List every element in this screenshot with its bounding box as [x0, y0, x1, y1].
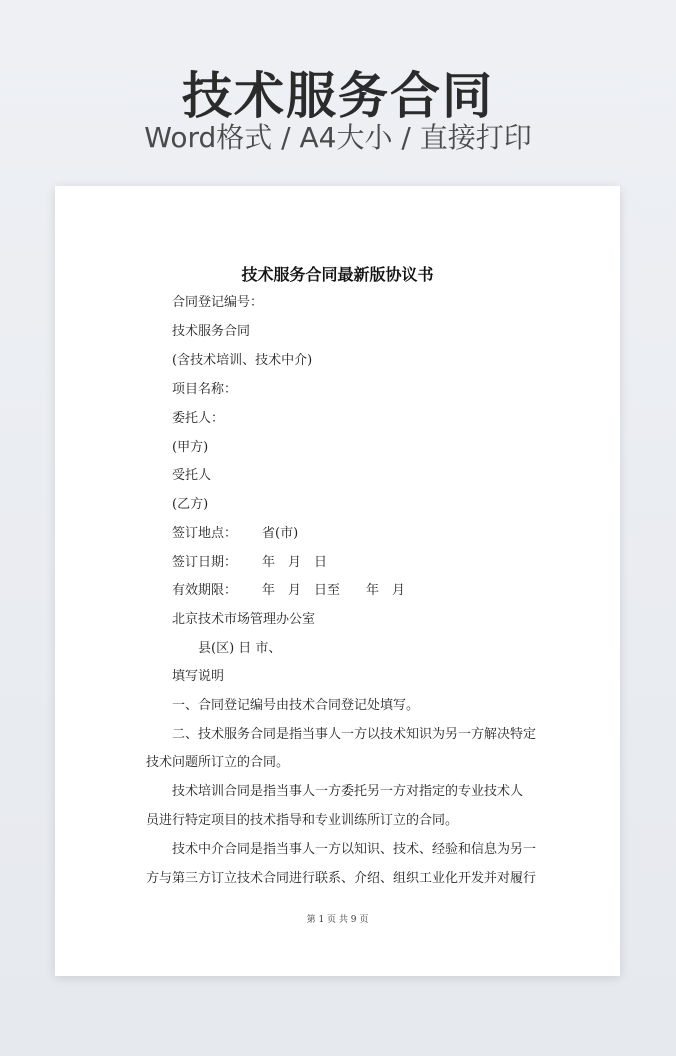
instructions-heading: 填写说明	[172, 669, 225, 684]
sign-date-month: 月	[288, 555, 302, 570]
sign-date-day: 日	[314, 555, 328, 570]
county-line: 县(区) 日 市、	[198, 641, 282, 656]
instruction-item-4-line-2: 方与第三方订立技术合同进行联系、介绍、组织工业化开发并对履行	[146, 871, 537, 886]
contract-type-line: 技术服务合同	[172, 324, 251, 339]
project-name-line: 项目名称：	[172, 382, 238, 397]
instruction-item-3-line-1: 技术培训合同是指当事人一方委托另一方对指定的专业技术人	[172, 784, 524, 799]
sign-place-value: 省(市)	[262, 526, 299, 541]
instruction-item-2-line-1: 二、技术服务合同是指当事人一方以技术知识为另一方解决特定	[172, 727, 537, 742]
sign-date-label: 签订日期：	[172, 555, 238, 570]
document-title: 技术服务合同最新版协议书	[241, 265, 434, 284]
instruction-item-2-line-2: 技术问题所订立的合同。	[146, 755, 290, 770]
instruction-item-4-line-1: 技术中介合同是指当事人一方以知识、技术、经验和信息为另一	[172, 842, 537, 857]
validity-year-end: 年	[366, 583, 380, 598]
banner-title: 技术服务合同	[182, 67, 494, 125]
instruction-item-3-line-2: 员进行特定项目的技术指导和专业训练所订立的合同。	[146, 813, 459, 828]
validity-day-to: 日至	[314, 583, 341, 598]
includes-line: (含技术培训、技术中介)	[172, 353, 313, 368]
instruction-item-1: 一、合同登记编号由技术合同登记处填写。	[172, 698, 420, 713]
document-page	[55, 186, 620, 976]
validity-year: 年	[262, 583, 276, 598]
validity-month: 月	[288, 583, 302, 598]
party-a-line: (甲方)	[172, 440, 209, 455]
validity-month-end: 月	[392, 583, 406, 598]
page-footer: 第 1 页 共 9 页	[306, 915, 369, 925]
client-line: 委托人：	[172, 411, 225, 426]
validity-label: 有效期限：	[172, 583, 238, 598]
party-b-line: (乙方)	[172, 497, 209, 512]
office-line: 北京技术市场管理办公室	[172, 612, 316, 627]
registration-number-line: 合同登记编号：	[172, 295, 264, 310]
sign-place-label: 签订地点：	[172, 526, 238, 541]
sign-date-year: 年	[262, 555, 276, 570]
banner-subtitle: Word格式 / A4大小 / 直接打印	[144, 121, 532, 154]
trustee-line: 受托人	[172, 468, 212, 483]
